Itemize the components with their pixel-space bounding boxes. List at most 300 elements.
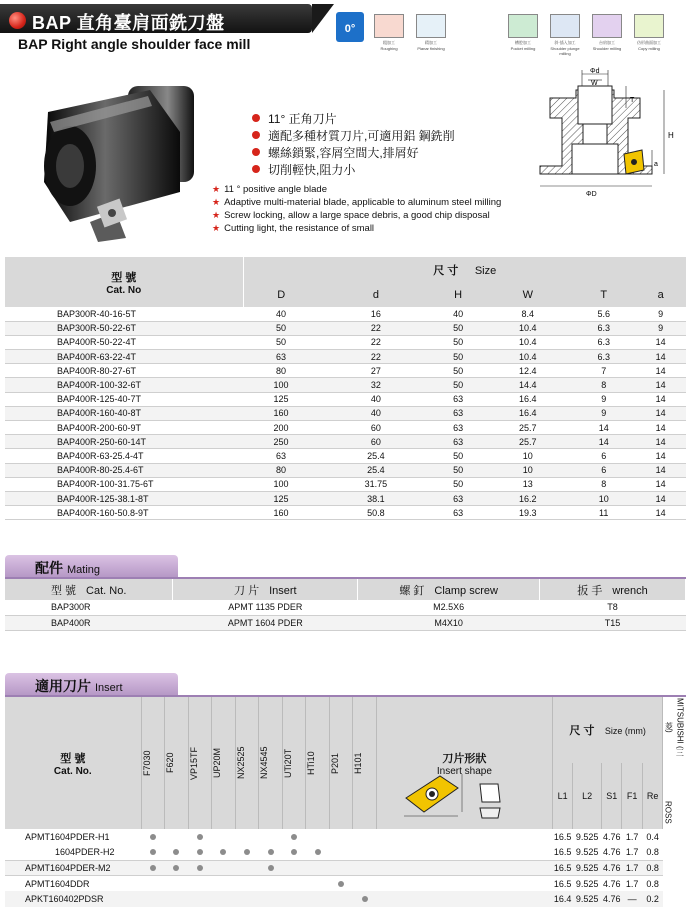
grade-header xyxy=(259,697,283,829)
value-cell: 40 xyxy=(453,308,464,319)
insert-shape-en: Insert shape xyxy=(436,765,492,777)
value-cell: 40 xyxy=(370,408,381,419)
value-cell: 13 xyxy=(522,479,533,490)
size-cell: 0.8 xyxy=(646,847,659,857)
size-column-header: L1 xyxy=(552,763,572,829)
grade-header xyxy=(353,697,377,829)
value-cell: 160 xyxy=(273,408,289,419)
diagram-label-D: ΦD xyxy=(586,191,597,198)
value-cell: 11 xyxy=(599,507,609,518)
insert-model-cell: APMT1604PDER-H1 xyxy=(25,831,110,842)
insert-shape-drawing xyxy=(396,768,516,824)
table-row xyxy=(5,364,686,378)
value-cell: 125 xyxy=(273,493,289,504)
shoulder-milling-icon xyxy=(592,14,622,38)
size-cell: — xyxy=(622,891,642,907)
mating-header-en: Insert xyxy=(269,584,297,597)
grade-header xyxy=(141,697,165,829)
size-column-header: L2 xyxy=(573,763,602,829)
process-caption-cn: 槽腔加工 xyxy=(515,40,531,45)
value-cell: 50 xyxy=(453,479,464,490)
model-cell: BAP400R-160-40-8T xyxy=(57,408,142,419)
process-caption-en: Roughing xyxy=(380,46,398,51)
grade-cell xyxy=(282,891,306,907)
diagram-label-t: T xyxy=(630,97,635,104)
grade-cell xyxy=(212,845,236,861)
grade-header xyxy=(188,697,212,829)
value-cell: 63 xyxy=(453,507,464,518)
mating-cell: M2.5X6 xyxy=(358,600,540,615)
model-cell: BAP400R-200-60-9T xyxy=(57,422,142,433)
value-cell: 5.6 xyxy=(597,308,610,319)
feature-en-2: ★ Adaptive multi-material blade, applicable to aluminum steel milling xyxy=(212,197,502,208)
table-row xyxy=(5,600,686,615)
grade-cell xyxy=(212,860,236,876)
model-cell: BAP400R-50-22-4T xyxy=(57,337,137,348)
size-cell: 9.525 xyxy=(573,860,602,876)
value-cell: 10.4 xyxy=(519,323,537,334)
value-cell: 50.8 xyxy=(367,507,385,518)
value-cell: 16.4 xyxy=(519,408,537,419)
feature-en-4: ★ Cutting light, the resistance of small xyxy=(212,223,375,234)
dimension-diagram xyxy=(528,66,684,200)
grade-cell xyxy=(141,860,165,876)
process-caption-cn: 仿形曲面加工 xyxy=(637,40,661,45)
table-row xyxy=(5,615,686,630)
grade-cell xyxy=(306,876,330,892)
value-cell: 25.4 xyxy=(367,450,385,461)
value-cell: 14 xyxy=(655,450,666,461)
table-row xyxy=(5,307,686,321)
value-cell: 8 xyxy=(601,380,607,391)
grade-cell xyxy=(353,860,377,876)
grade-cell xyxy=(353,845,377,861)
size-column-header: S1 xyxy=(602,763,622,829)
insert-model-cell: APMT1604PDER-M2 xyxy=(5,860,141,876)
grade-cell xyxy=(165,876,189,892)
model-cell: BAP400R-125-40-7T xyxy=(57,394,142,405)
value-cell: 60 xyxy=(370,422,381,433)
process-caption-en: Shoulder plunge milling xyxy=(550,46,580,56)
available-dot-icon xyxy=(362,896,368,902)
value-cell: 6.3 xyxy=(597,323,610,334)
value-cell: 100 xyxy=(273,479,289,490)
size-cell: 0.8 xyxy=(642,860,662,876)
model-cell: BAP400R-63-22-4T xyxy=(57,351,137,362)
process-caption-cn: 台肩加工 xyxy=(599,40,615,45)
value-cell: 14 xyxy=(655,351,666,362)
table-row xyxy=(5,321,686,335)
table-row xyxy=(5,845,686,861)
diagram-label-w: W xyxy=(591,80,598,87)
grade-label: F7030 xyxy=(141,750,152,776)
value-cell: 16 xyxy=(370,308,381,319)
shoulder-plunge-icon xyxy=(550,14,580,38)
insert-model-header xyxy=(5,697,141,829)
value-cell: 22 xyxy=(370,351,381,362)
value-cell: 10 xyxy=(598,493,609,504)
value-cell: 40 xyxy=(275,308,286,319)
table-row xyxy=(5,829,686,845)
dimension-table xyxy=(5,257,686,520)
insert-model-cell: APMT1604DDR xyxy=(5,876,141,892)
grade-cell xyxy=(235,860,259,876)
grade-cell xyxy=(306,891,330,907)
grade-cell xyxy=(306,860,330,876)
page-title: BAP 直角臺肩面銑刀盤 xyxy=(32,13,225,33)
mating-cell: BAP300R xyxy=(5,600,173,615)
model-cell: BAP400R-250-60-14T xyxy=(57,436,147,447)
value-cell: 10.4 xyxy=(519,351,537,362)
value-cell: 16.2 xyxy=(519,493,537,504)
diagram-label-h: H xyxy=(668,131,674,140)
size-column-header: Re xyxy=(642,763,662,829)
size-cell: 4.76 xyxy=(602,860,622,876)
size-cell: 16.5 xyxy=(552,860,572,876)
insert-shape-cn: 刀片形狀 xyxy=(442,752,487,765)
value-cell: 50 xyxy=(453,337,464,348)
grade-header xyxy=(282,697,306,829)
table-row xyxy=(5,378,686,392)
available-dot-icon xyxy=(173,849,179,855)
insert-size-header xyxy=(552,697,662,763)
value-cell: 12.4 xyxy=(519,365,537,376)
size-cell: 16.4 xyxy=(552,891,572,907)
grade-label: P201 xyxy=(329,752,340,774)
grade-cell xyxy=(212,891,236,907)
value-cell: 50 xyxy=(275,323,286,334)
table-row xyxy=(5,350,686,364)
model-cell: BAP400R-63-25.4-4T xyxy=(57,450,144,461)
pocket-milling-icon xyxy=(508,14,538,38)
value-cell: 14 xyxy=(598,436,609,447)
value-cell: 63 xyxy=(453,436,464,447)
positive-angle-icon: 0° xyxy=(336,12,364,42)
value-cell: 50 xyxy=(275,337,286,348)
value-cell: 50 xyxy=(453,380,464,391)
insert-shape-cell xyxy=(376,891,552,907)
mating-header-cn: 刀 片 xyxy=(234,584,260,597)
value-cell: 125 xyxy=(273,394,289,405)
size-cell: 9.525 xyxy=(573,891,602,907)
size-cell: 0.8 xyxy=(642,876,662,892)
size-cell: 4.76 xyxy=(602,847,621,857)
grade-cell xyxy=(353,876,377,892)
size-column-header: F1 xyxy=(622,763,642,829)
value-cell: 63 xyxy=(275,450,286,461)
mating-header xyxy=(358,579,540,600)
page-subtitle: BAP Right angle shoulder face mill xyxy=(18,36,251,52)
face-mill-photo xyxy=(30,72,210,242)
value-cell: 8.4 xyxy=(521,308,535,319)
diagram-label-a: a xyxy=(654,161,658,168)
table-row xyxy=(5,860,686,876)
grade-cell xyxy=(188,829,212,845)
grade-header xyxy=(329,697,353,829)
grade-cell xyxy=(282,876,306,892)
mating-cell: BAP400R xyxy=(5,615,173,630)
grade-cell xyxy=(165,845,189,861)
available-dot-icon xyxy=(244,849,250,855)
model-cell: BAP400R-80-25.4-6T xyxy=(57,465,144,476)
grade-label: NX4545 xyxy=(259,746,270,780)
insert-model-cn: 型 號 xyxy=(60,752,86,765)
value-cell: 27 xyxy=(370,365,381,376)
model-header-cn: 型 號 xyxy=(111,271,137,284)
table-row xyxy=(5,876,686,892)
process-caption xyxy=(590,40,624,51)
value-cell: 14 xyxy=(655,422,666,433)
mating-title-en: Mating xyxy=(67,564,101,576)
value-cell: 6.3 xyxy=(597,351,610,362)
table-row xyxy=(5,477,686,491)
value-cell: 14 xyxy=(655,493,666,504)
column-header: W xyxy=(483,283,572,307)
grade-label: NX2525 xyxy=(235,746,246,780)
model-cell: BAP400R-125-38.1-8T xyxy=(57,493,149,504)
model-cell: BAP400R-100-31.75-6T xyxy=(57,479,154,490)
size-cell: 9.525 xyxy=(575,847,599,857)
value-cell: 9 xyxy=(658,308,664,319)
insert-shape-cell xyxy=(376,876,552,892)
grade-cell xyxy=(141,876,165,892)
value-cell: 6 xyxy=(601,450,607,461)
process-caption-en: Planar finishing xyxy=(417,46,445,51)
grade-cell xyxy=(141,891,165,907)
grade-cell xyxy=(235,845,259,861)
mating-header-cn: 扳 手 xyxy=(577,584,603,597)
size-header-en: Size xyxy=(474,265,497,277)
model-cell: BAP300R-50-22-6T xyxy=(57,323,137,334)
size-cell: 0.4 xyxy=(646,831,659,842)
table-row xyxy=(5,406,686,420)
grade-cell xyxy=(235,876,259,892)
star-icon: ★ xyxy=(212,184,221,194)
grade-cell xyxy=(259,891,283,907)
mating-cell: M4X10 xyxy=(358,615,540,630)
process-caption xyxy=(506,40,540,51)
value-cell: 80 xyxy=(275,465,286,476)
grade-cell xyxy=(235,829,259,845)
table-row xyxy=(5,449,686,463)
size-cell: 9.525 xyxy=(575,831,599,842)
mating-cell: APMT 1135 PDER xyxy=(173,600,358,615)
value-cell: 40 xyxy=(370,394,381,405)
insert-title-en: Insert xyxy=(95,682,123,694)
value-cell: 19.3 xyxy=(519,507,537,518)
process-caption xyxy=(372,40,406,51)
star-icon: ★ xyxy=(212,197,221,207)
value-cell: 14 xyxy=(655,507,666,518)
value-cell: 14 xyxy=(655,365,666,376)
size-cell: 16.5 xyxy=(553,847,572,857)
available-dot-icon xyxy=(197,834,203,840)
bullet-icon xyxy=(252,165,260,173)
column-header: d xyxy=(319,283,433,307)
grade-cell xyxy=(235,891,259,907)
grade-cell xyxy=(329,845,353,861)
grade-cell xyxy=(141,845,165,861)
value-cell: 160 xyxy=(273,507,289,518)
value-cell: 50 xyxy=(453,450,464,461)
mating-cell: T15 xyxy=(540,615,686,630)
mating-title-cn: 配件 xyxy=(35,560,63,576)
mating-cell: APMT 1604 PDER xyxy=(173,615,358,630)
value-cell: 9 xyxy=(601,394,607,405)
size-cell: 9.525 xyxy=(573,876,602,892)
available-dot-icon xyxy=(197,865,203,871)
feature-cn-3: 螺絲鎖緊,容屑空間大,排屑好 xyxy=(252,144,419,161)
feature-en-3: ★ Screw locking, allow a large space debris, a good chip disposal xyxy=(212,210,490,221)
grade-cell xyxy=(329,876,353,892)
size-cell: 1.7 xyxy=(625,831,639,842)
table-row xyxy=(5,463,686,477)
star-icon: ★ xyxy=(212,223,221,233)
value-cell: 50 xyxy=(453,323,464,334)
value-cell: 80 xyxy=(275,365,286,376)
planar-finishing-icon xyxy=(416,14,446,38)
value-cell: 63 xyxy=(453,408,464,419)
value-cell: 50 xyxy=(453,365,464,376)
mating-header-en: wrench xyxy=(612,584,648,597)
table-row xyxy=(5,491,686,505)
bullet-icon xyxy=(252,131,260,139)
table-row xyxy=(5,335,686,349)
available-dot-icon xyxy=(338,881,344,887)
mating-header-cn: 螺 釘 xyxy=(399,584,425,597)
table-row xyxy=(5,435,686,449)
value-cell: 14 xyxy=(655,380,666,391)
value-cell: 14 xyxy=(655,479,666,490)
column-header: T xyxy=(572,283,635,307)
insert-size-en: Size (mm) xyxy=(604,726,646,736)
process-caption xyxy=(548,40,582,56)
grade-cell xyxy=(329,891,353,907)
value-cell: 14.4 xyxy=(519,380,537,391)
grade-label: UP20M xyxy=(212,748,223,779)
value-cell: 25.4 xyxy=(367,465,385,476)
process-caption xyxy=(414,40,448,51)
process-caption-cn: 斜·插入加工 xyxy=(554,40,576,45)
insert-shape-cell xyxy=(376,845,552,861)
insert-table xyxy=(5,697,686,907)
value-cell: 31.75 xyxy=(364,479,388,490)
grade-cell xyxy=(306,845,330,861)
grade-header xyxy=(165,697,189,829)
feature-cn-4: 切削輕快,阻力小 xyxy=(252,161,355,178)
value-cell: 60 xyxy=(370,436,381,447)
grade-cell xyxy=(353,891,377,907)
value-cell: 10.4 xyxy=(519,337,537,348)
value-cell: 63 xyxy=(453,493,464,504)
value-cell: 63 xyxy=(453,394,464,405)
grade-cell xyxy=(165,829,189,845)
grade-header xyxy=(235,697,259,829)
model-header-en: Cat. No xyxy=(106,284,142,296)
available-dot-icon xyxy=(150,865,156,871)
size-cell: 16.5 xyxy=(552,876,572,892)
column-header: a xyxy=(635,283,686,307)
value-cell: 63 xyxy=(453,422,464,433)
grade-cell xyxy=(188,891,212,907)
value-cell: 25.7 xyxy=(519,422,537,433)
available-dot-icon xyxy=(197,849,203,855)
grade-cell xyxy=(259,845,283,861)
value-cell: 250 xyxy=(273,436,289,447)
brand-column xyxy=(663,697,686,829)
grade-header xyxy=(306,697,330,829)
model-cell: BAP400R-100-32-6T xyxy=(57,380,142,391)
table-row xyxy=(5,421,686,435)
grade-cell xyxy=(353,829,377,845)
grade-label: VP15TF xyxy=(188,746,199,780)
grade-cell xyxy=(212,829,236,845)
available-dot-icon xyxy=(150,834,156,840)
grade-cell xyxy=(329,860,353,876)
value-cell: 14 xyxy=(655,408,666,419)
grade-label: F620 xyxy=(165,752,176,774)
insert-shape-cell xyxy=(376,829,552,845)
value-cell: 6 xyxy=(601,465,607,476)
value-cell: 14 xyxy=(655,436,666,447)
value-cell: 6.3 xyxy=(597,337,610,348)
roughing-icon xyxy=(374,14,404,38)
mating-header-cn: 型 號 xyxy=(50,584,77,597)
size-cell: 4.76 xyxy=(602,876,622,892)
value-cell: 14 xyxy=(655,394,666,405)
mating-section-tab xyxy=(5,555,178,577)
grade-cell xyxy=(188,876,212,892)
grade-cell xyxy=(282,829,306,845)
grade-label: H101 xyxy=(353,752,364,774)
size-cell: 1.7 xyxy=(625,847,639,857)
model-cell: BAP400R-160-50.8-9T xyxy=(57,507,149,518)
model-header xyxy=(5,257,243,307)
value-cell: 7 xyxy=(601,365,607,376)
process-caption-en: Copy milling xyxy=(638,46,660,51)
insert-size-cn: 尺 寸 xyxy=(569,725,595,737)
value-cell: 63 xyxy=(275,351,286,362)
grade-cell xyxy=(188,860,212,876)
available-dot-icon xyxy=(268,865,274,871)
value-cell: 14 xyxy=(655,465,666,476)
mating-cell: T8 xyxy=(540,600,686,615)
value-cell: 100 xyxy=(273,380,289,391)
value-cell: 9 xyxy=(658,323,664,334)
column-header: H xyxy=(433,283,484,307)
process-caption-en: Shoulder milling xyxy=(592,46,622,51)
brand-ross: ROSS xyxy=(663,800,673,824)
grade-cell xyxy=(282,860,306,876)
copy-milling-icon xyxy=(634,14,664,38)
value-cell: 10 xyxy=(522,450,533,461)
mating-header xyxy=(173,579,358,600)
size-cell: 0.2 xyxy=(642,891,662,907)
model-cell: BAP400R-80-27-6T xyxy=(57,365,137,376)
size-cell: 1.7 xyxy=(622,876,642,892)
value-cell: 25.7 xyxy=(519,436,537,447)
brand-mitsubishi: MITSUBISHI (三菱) xyxy=(664,697,685,757)
value-cell: 22 xyxy=(370,337,381,348)
size-cell: 16.5 xyxy=(553,831,572,842)
size-header-cn: 尺 寸 xyxy=(433,265,459,277)
table-row xyxy=(5,506,686,520)
grade-header xyxy=(212,697,236,829)
value-cell: 16.4 xyxy=(519,394,537,405)
mating-header-en: Cat. No. xyxy=(86,584,127,597)
star-icon: ★ xyxy=(212,210,221,220)
insert-model-cell: 1604PDER-H2 xyxy=(55,847,115,857)
